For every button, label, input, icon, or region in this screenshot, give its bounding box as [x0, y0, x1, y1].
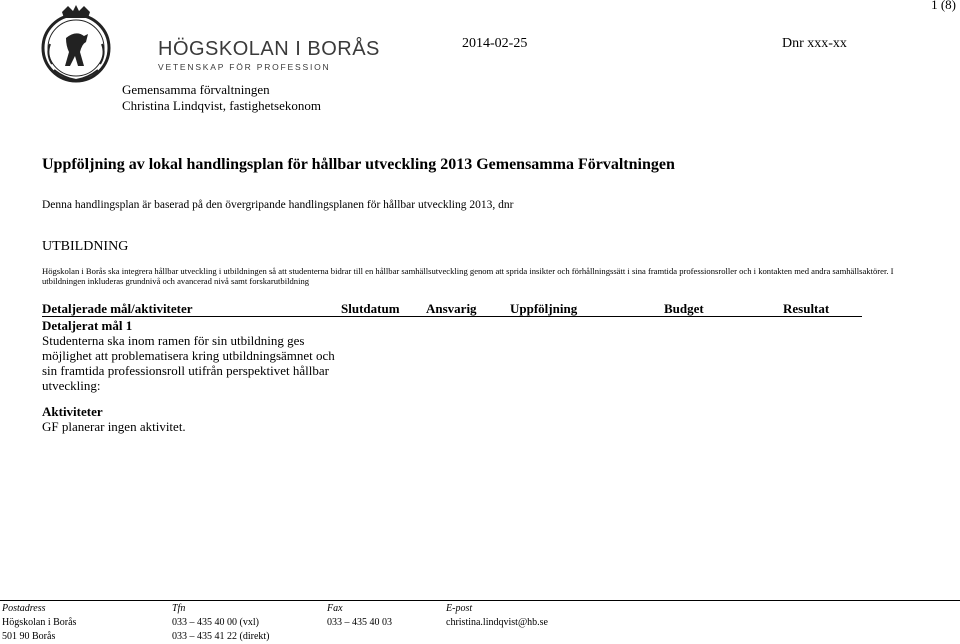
footer-email-line1[interactable]: christina.lindqvist@hb.se [446, 617, 548, 628]
footer-phone-line1: 033 – 435 40 00 (vxl) [172, 617, 259, 628]
footer-postal-line2: 501 90 Borås [2, 631, 56, 642]
footer-postal-label: Postadress [2, 603, 46, 614]
footer-fax [327, 602, 392, 630]
activities-title: Aktiviteter [42, 404, 103, 419]
footer-postal-line1: Högskolan i Borås [2, 617, 77, 628]
seal-emblem-icon [40, 4, 112, 84]
footer-fax-label: Fax [327, 603, 343, 614]
footer-phone [172, 602, 270, 644]
footer-divider [0, 600, 960, 601]
column-header-responsible: Ansvarig [426, 301, 477, 316]
section-paragraph: Högskolan i Borås ska integrera hållbar utveckling i utbildningen så att studenterna bidrar till en hållbar samhällsutveckling genom att sprida insikter och förhållningssätt i sina framtida professionsroller och i kontakten med andra samhällsaktörer. I utbildningen inkluderas grundnivå och avancerad nivå samt forskarutbildning [42, 266, 894, 286]
table-header-row [42, 300, 862, 317]
column-header-follow-up: Uppföljning [510, 301, 578, 316]
footer-phone-label: Tfn [172, 603, 186, 614]
column-header-goals: Detaljerade mål/aktiviteter [42, 301, 193, 316]
column-header-result: Resultat [783, 301, 830, 316]
department-name: Gemensamma förvaltningen [122, 82, 270, 97]
goal-title: Detaljerat mål 1 [42, 318, 133, 333]
intro-text: Denna handlingsplan är baserad på den övergripande handlingsplanen för hållbar utveckling 2013, dnr [42, 199, 514, 211]
footer-phone-line2: 033 – 435 41 22 (direkt) [172, 631, 270, 642]
logo-wordmark: HÖGSKOLAN I BORÅS [158, 38, 380, 60]
university-logo [40, 4, 380, 84]
document-reference: Dnr xxx-xx [782, 36, 847, 51]
author-name: Christina Lindqvist, fastighetsekonom [122, 98, 321, 113]
activities-text: GF planerar ingen aktivitet. [42, 419, 186, 434]
column-header-budget: Budget [664, 301, 704, 316]
footer-fax-line1: 033 – 435 40 03 [327, 617, 392, 628]
page-number: 1 (8) [931, 0, 956, 12]
footer-email-label: E-post [446, 603, 473, 614]
logo-tagline: VETENSKAP FÖR PROFESSION [158, 62, 331, 72]
section-heading: UTBILDNING [42, 239, 129, 254]
document-date: 2014-02-25 [462, 36, 528, 51]
footer-postal [2, 602, 76, 644]
goal-description: Studenterna ska inom ramen för sin utbildning ges möjlighet att problematisera kring utbildningsämnet och sin framtida professionsroll utifrån perspektivet hållbar utveckling: [42, 333, 335, 393]
document-title: Uppföljning av lokal handlingsplan för hållbar utveckling 2013 Gemensamma Förvaltningen [42, 156, 675, 173]
column-header-end-date: Slutdatum [341, 301, 400, 316]
footer-email [446, 602, 548, 630]
